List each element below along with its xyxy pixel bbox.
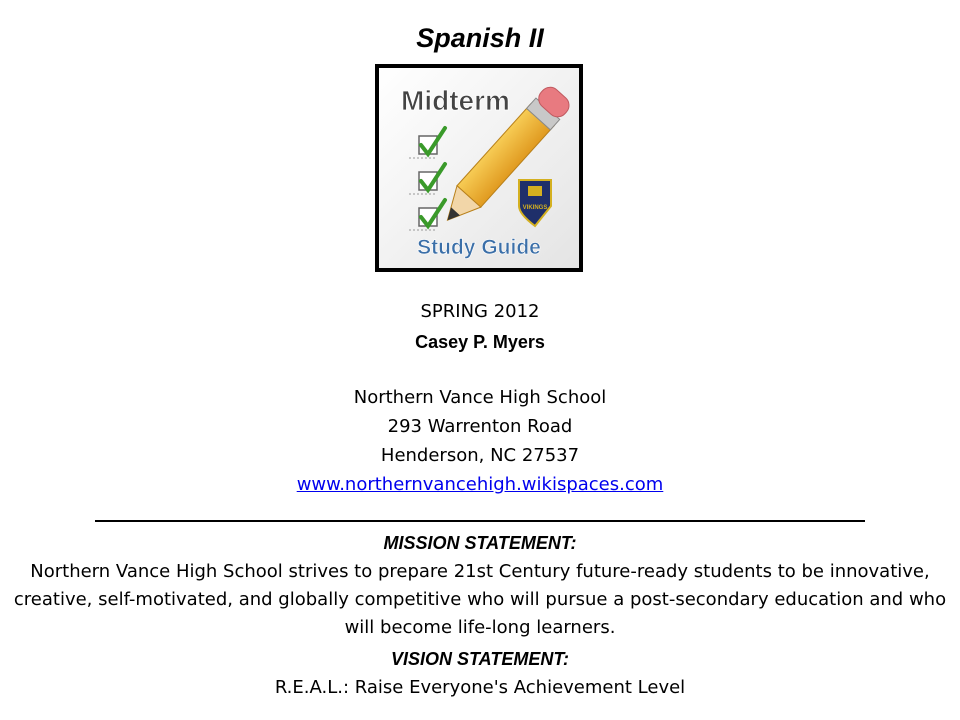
school-name: Northern Vance High School: [353, 387, 607, 408]
semester: SPRING 2012: [420, 301, 540, 322]
mission-text: Northern Vance High School strives to prepare 21st Century future-ready students to be innovative, creative, self-motivated, and globally competitive who will pursue a post-secondary education and who will become life-long learners.: [13, 561, 947, 638]
vision-text: R.E.A.L.: Raise Everyone's Achievement Level: [274, 677, 686, 698]
city-state-zip: Henderson, NC 27537: [380, 445, 580, 466]
author-name: Casey P. Myers: [415, 332, 545, 352]
logo-footer: Study Guide: [417, 236, 541, 259]
page-title: Spanish II: [416, 23, 544, 53]
midterm-study-guide-logo: [375, 64, 583, 272]
street-address: 293 Warrenton Road: [387, 416, 573, 437]
logo-heading: Midterm: [401, 85, 510, 116]
website-link[interactable]: www.northernvancehigh.wikispaces.com: [296, 474, 664, 495]
shield-badge-text: VIKINGS: [522, 205, 548, 211]
vision-heading: VISION STATEMENT:: [391, 649, 569, 669]
divider: [95, 520, 865, 522]
mission-heading: MISSION STATEMENT:: [383, 533, 577, 553]
